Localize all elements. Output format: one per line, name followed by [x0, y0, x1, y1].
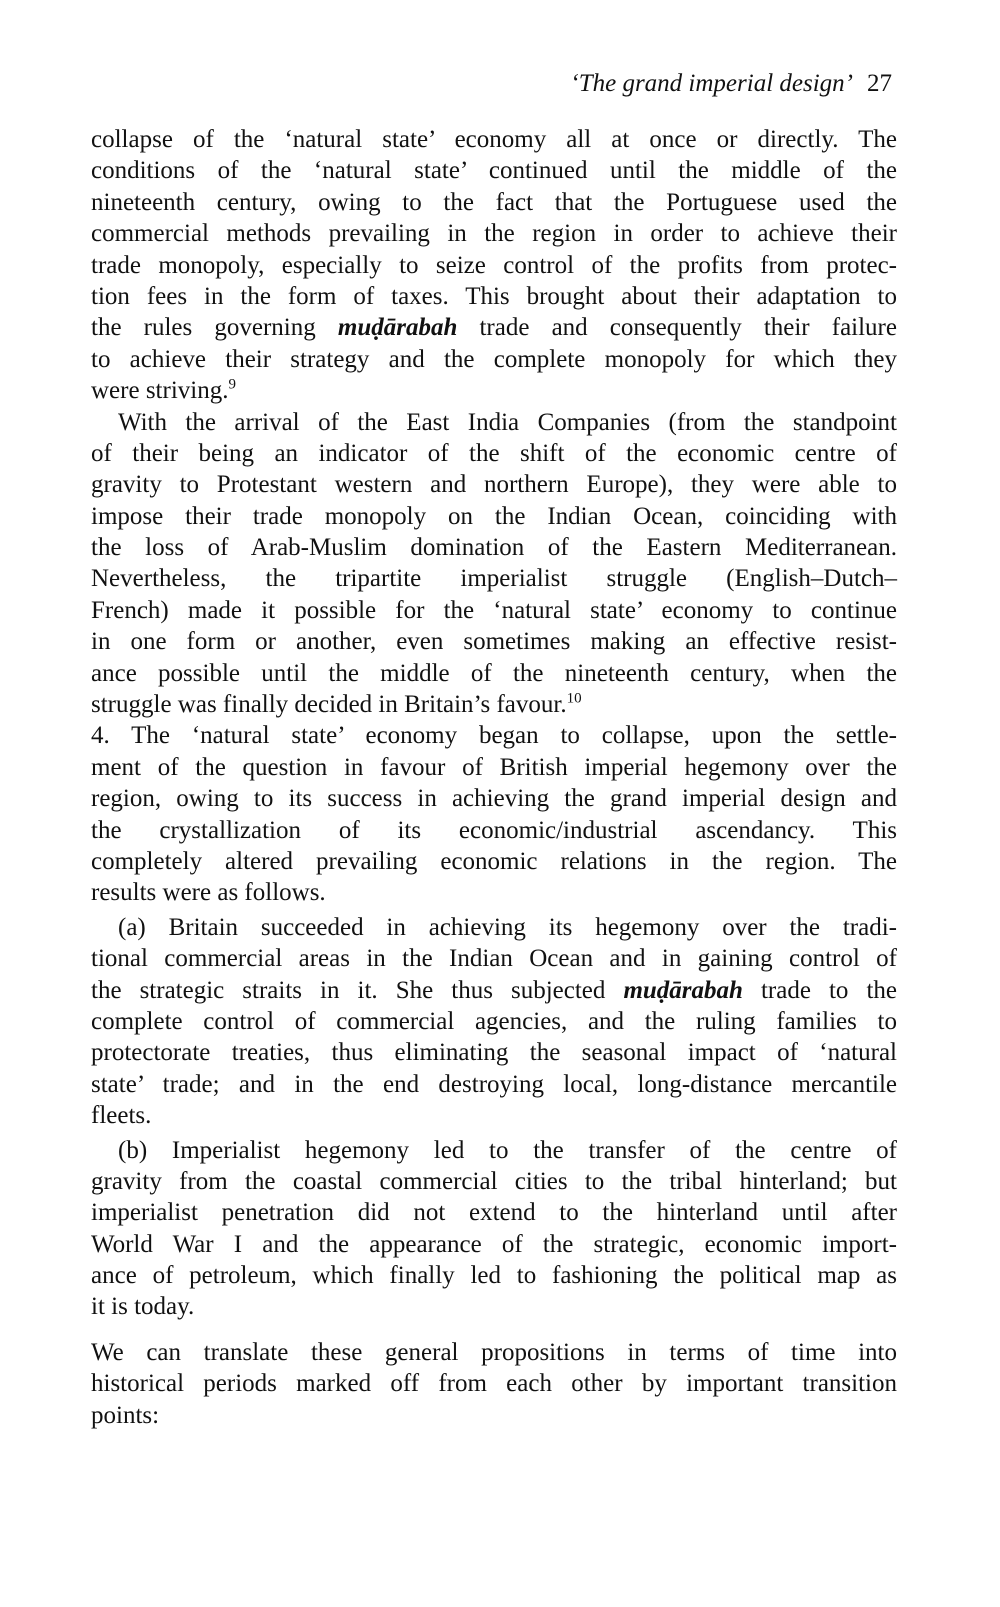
paragraph-6 [91, 1337, 897, 1431]
text-line: of their being an indicator of the shift of the economic centre of [91, 439, 897, 467]
text-line: impose their trade monopoly on the Indian Ocean, coinciding with [91, 502, 897, 530]
text-line: it is today. [91, 1293, 195, 1321]
text-line: in one form or another, even sometimes making an effective resist- [91, 628, 897, 656]
text-line: ment of the question in favour of British imperial hegemony over the [91, 753, 897, 781]
text-segment: the rules governing [91, 314, 338, 342]
text-line: fleets. [91, 1102, 152, 1130]
text-line: World War I and the appearance of the strategic, economic import- [91, 1230, 897, 1258]
text-line: trade monopoly, especially to seize control of the profits from protec- [91, 251, 897, 279]
text-line [91, 689, 897, 720]
footnote-marker: 10 [566, 690, 582, 707]
text-segment: were striving. [91, 377, 229, 405]
text-line: imperialist penetration did not extend to the hinterland until after [91, 1199, 897, 1227]
text-line: gravity from the coastal commercial cities to the tribal hinterland; but [91, 1167, 897, 1195]
text-line: We can translate these general propositions in terms of time into [91, 1338, 897, 1366]
running-title: ‘The grand imperial design’ [570, 70, 853, 97]
text-line: commercial methods prevailing in the region in order to achieve their [91, 220, 897, 248]
text-line: French) made it possible for the ‘natural state’ economy to continue [91, 596, 897, 624]
text-line: complete control of commercial agencies, and the ruling families to [91, 1007, 897, 1035]
text-line: ance possible until the middle of the nineteenth century, when the [91, 659, 897, 687]
text-line: With the arrival of the East India Companies (from the standpoint [118, 408, 897, 436]
text-line [91, 312, 897, 343]
paragraph-1 [91, 124, 897, 407]
text-line: the loss of Arab-Muslim domination of the Eastern Mediterranean. [91, 534, 897, 562]
text-segment: trade to the [742, 976, 897, 1004]
text-line [91, 375, 897, 406]
text-line: to achieve their strategy and the complete monopoly for which they [91, 345, 897, 373]
text-line: (a) Britain succeeded in achieving its hegemony over the tradi- [118, 913, 897, 941]
text-line: collapse of the ‘natural state’ economy all at once or directly. The [91, 126, 897, 153]
transliterated-term: muḍārabah [337, 314, 458, 342]
paragraph-5 [91, 1135, 897, 1323]
text-line: completely altered prevailing economic relations in the region. The [91, 847, 897, 875]
text-line: historical periods marked off from each other by important transition [91, 1370, 897, 1398]
text-line: (b) Imperialist hegemony led to the transfer of the centre of [118, 1136, 897, 1164]
paragraph-2 [91, 407, 897, 721]
running-head [480, 70, 892, 110]
transliterated-term: muḍārabah [623, 976, 743, 1004]
text-line: tion fees in the form of taxes. This brought about their adaptation to [91, 282, 897, 310]
footnote-marker: 9 [228, 376, 236, 393]
text-line: points: [91, 1401, 160, 1429]
text-segment: struggle was finally decided in Britain’s favour. [91, 691, 567, 719]
text-line: protectorate treaties, thus eliminating the seasonal impact of ‘natural [91, 1039, 897, 1067]
text-line: conditions of the ‘natural state’ continued until the middle of the [91, 157, 897, 185]
body-text [91, 124, 897, 1431]
text-segment: trade and consequently their failure [457, 314, 897, 342]
text-line: ance of petroleum, which finally led to fashioning the political map as [91, 1262, 897, 1290]
text-line: 4. The ‘natural state’ economy began to collapse, upon the settle- [91, 722, 897, 750]
paragraph-4 [91, 912, 897, 1132]
text-line: gravity to Protestant western and northern Europe), they were able to [91, 471, 897, 499]
text-line: tional commercial areas in the Indian Ocean and in gaining control of [91, 945, 897, 973]
text-line: Nevertheless, the tripartite imperialist struggle (English–Dutch– [91, 565, 897, 593]
paragraph-3 [91, 720, 897, 908]
text-line: state’ trade; and in the end destroying local, long-distance mercantile [91, 1070, 897, 1098]
text-line: region, owing to its success in achieving the grand imperial design and [91, 785, 897, 813]
text-line: the crystallization of its economic/industrial ascendancy. This [91, 816, 897, 844]
text-line: nineteenth century, owing to the fact that the Portuguese used the [91, 188, 897, 216]
page-number: 27 [867, 70, 892, 97]
text-line: results were as follows. [91, 879, 326, 907]
text-segment: the strategic straits in it. She thus subjected [91, 976, 624, 1004]
text-line [91, 975, 897, 1006]
